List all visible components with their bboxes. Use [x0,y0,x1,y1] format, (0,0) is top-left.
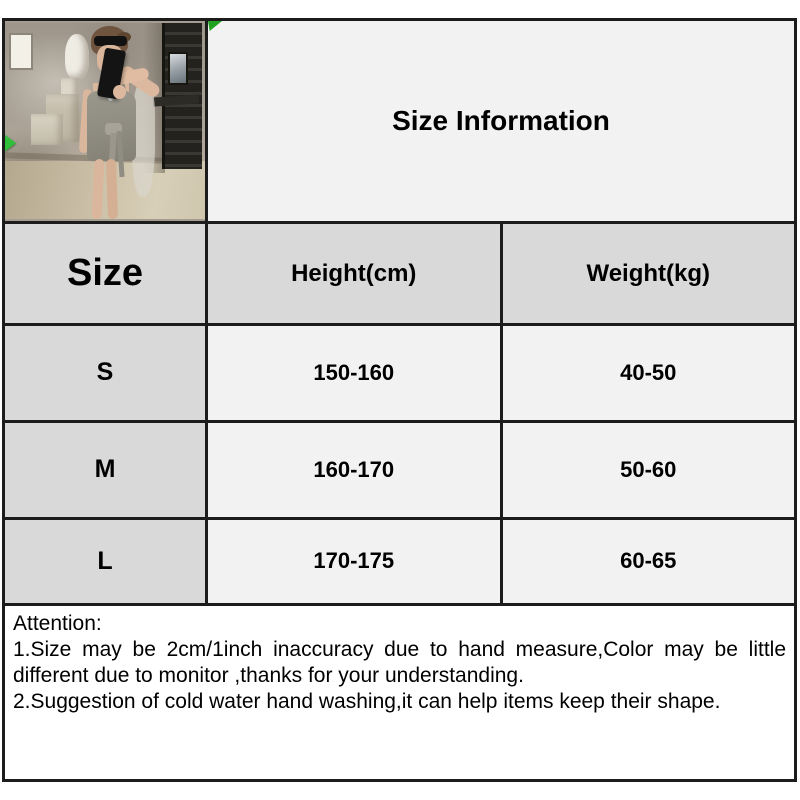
attention-note-1: 1.Size may be 2cm/1inch inaccuracy due to hand measure,Color may be little different due to monitor ,thanks for your understanding. [13,637,786,687]
photo-model-leg-right [106,159,118,219]
page-title: Size Information [392,105,610,136]
photo-model-hand [113,85,126,99]
photo-small-frame [168,52,188,85]
attention-label: Attention: [13,611,102,635]
column-header-size: Size [4,223,207,325]
table-row [4,325,796,422]
size-label-l: L [4,518,207,604]
size-label-s: S [4,325,207,422]
column-header-weight: Weight(kg) [501,223,796,325]
column-header-height: Height(cm) [207,223,502,325]
title-cell [207,20,796,223]
size-label-m: M [4,421,207,518]
green-corner-flag-icon [208,21,222,31]
height-value-m: 160-170 [207,421,502,518]
table-row [4,518,796,604]
height-value-l: 170-175 [207,518,502,604]
photo-cube-small [31,114,63,145]
green-arrow-icon [5,135,16,151]
photo-bust-sculpture [65,34,89,79]
attention-note-2: 2.Suggestion of cold water hand washing,it can help items keep their shape. [13,689,721,713]
attention-box [4,604,796,781]
height-value-s: 150-160 [207,325,502,422]
table-row [4,421,796,518]
weight-value-m: 50-60 [501,421,796,518]
attention-row [4,604,796,781]
weight-value-s: 40-50 [501,325,796,422]
photo-floor [5,161,205,219]
banner-row [4,20,796,223]
product-photo [5,23,205,219]
table-header-row [4,223,796,325]
size-table [2,18,797,782]
product-photo-cell [4,20,207,223]
photo-window [9,33,33,70]
weight-value-l: 60-65 [501,518,796,604]
size-chart-sheet [2,18,797,782]
